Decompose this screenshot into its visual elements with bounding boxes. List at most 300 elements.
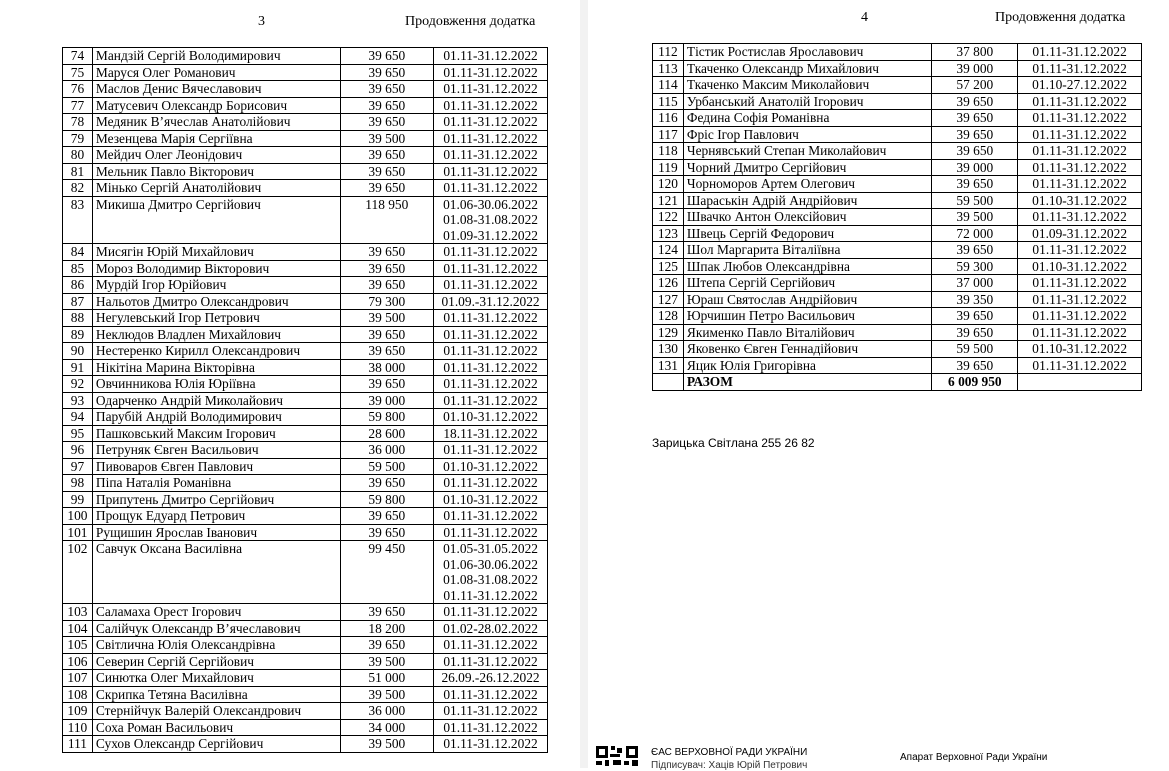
period: 01.11-31.12.2022 xyxy=(443,736,538,751)
row-name: Шпак Любов Олександрівна xyxy=(683,258,932,275)
row-sum: 39 650 xyxy=(932,110,1018,127)
row-periods xyxy=(434,64,548,81)
row-name: Маруся Олег Романович xyxy=(92,64,340,81)
row-periods xyxy=(434,604,548,621)
period: 01.11-31.12.2022 xyxy=(443,703,538,718)
table-row xyxy=(653,324,1142,341)
row-sum: 39 650 xyxy=(340,163,434,180)
row-number: 98 xyxy=(63,475,93,492)
row-sum: 39 650 xyxy=(340,524,434,541)
row-name: Нікітіна Марина Вікторівна xyxy=(92,359,340,376)
row-number: 122 xyxy=(653,209,684,226)
row-periods xyxy=(434,392,548,409)
row-sum: 39 650 xyxy=(340,64,434,81)
row-sum: 59 300 xyxy=(932,258,1018,275)
period: 01.11-31.12.2022 xyxy=(443,442,538,457)
row-sum: 39 650 xyxy=(340,260,434,277)
row-number: 82 xyxy=(63,180,93,197)
period: 01.11-31.12.2022 xyxy=(443,114,538,129)
total-label: РАЗОМ xyxy=(683,374,932,391)
row-sum: 39 650 xyxy=(340,114,434,131)
table-row xyxy=(63,425,548,442)
row-name: Чернявський Степан Миколайович xyxy=(683,143,932,160)
table-row xyxy=(653,275,1142,292)
row-number: 111 xyxy=(63,736,93,753)
table-row xyxy=(63,326,548,343)
table-row xyxy=(63,163,548,180)
page-number: 4 xyxy=(861,10,868,25)
period: 01.11-31.12.2022 xyxy=(443,163,538,179)
row-name: Федина Софія Романівна xyxy=(683,110,932,127)
page-number: 3 xyxy=(258,14,265,29)
row-periods xyxy=(434,114,548,131)
row-number: 121 xyxy=(653,192,684,209)
row-sum: 59 800 xyxy=(340,409,434,426)
row-name: Овчинникова Юлія Юріївна xyxy=(92,376,340,393)
row-number: 90 xyxy=(63,343,93,360)
table-row xyxy=(63,343,548,360)
row-periods xyxy=(434,147,548,164)
row-number: 75 xyxy=(63,64,93,81)
row-number: 107 xyxy=(63,670,93,687)
row-number: 86 xyxy=(63,277,93,294)
row-periods xyxy=(1018,126,1142,143)
row-name: Мисягін Юрій Михайлович xyxy=(92,244,340,261)
period: 01.11-31.12.2022 xyxy=(1032,291,1127,307)
row-sum: 39 650 xyxy=(340,277,434,294)
row-sum: 39 650 xyxy=(340,147,434,164)
row-periods xyxy=(434,442,548,459)
row-periods xyxy=(434,524,548,541)
row-periods xyxy=(434,343,548,360)
row-number: 130 xyxy=(653,341,684,358)
table-row xyxy=(63,376,548,393)
table-row xyxy=(653,242,1142,259)
row-sum: 39 500 xyxy=(340,686,434,703)
row-number: 76 xyxy=(63,81,93,98)
table-row xyxy=(653,176,1142,193)
row-number: 88 xyxy=(63,310,93,327)
row-number: 131 xyxy=(653,357,684,374)
row-name: Юраш Святослав Андрійович xyxy=(683,291,932,308)
row-name: Ткаченко Олександр Михайлович xyxy=(683,60,932,77)
row-periods xyxy=(434,458,548,475)
table-row xyxy=(63,736,548,753)
row-name: Салійчук Олександр В’ячеславович xyxy=(92,620,340,637)
total-row xyxy=(653,374,1142,391)
row-number: 99 xyxy=(63,491,93,508)
period: 01.08-31.08.2022 xyxy=(443,212,538,227)
table-row xyxy=(63,310,548,327)
row-periods xyxy=(1018,93,1142,110)
row-periods xyxy=(1018,143,1142,160)
row-sum: 39 650 xyxy=(340,508,434,525)
row-sum: 72 000 xyxy=(932,225,1018,242)
row-sum: 39 650 xyxy=(932,176,1018,193)
row-number: 110 xyxy=(63,719,93,736)
row-name: Рущишин Ярослав Іванович xyxy=(92,524,340,541)
row-number: 105 xyxy=(63,637,93,654)
row-number: 81 xyxy=(63,163,93,180)
period: 01.11-31.12.2022 xyxy=(443,180,538,195)
row-name: Скрипка Тетяна Василівна xyxy=(92,686,340,703)
row-sum: 39 000 xyxy=(932,159,1018,176)
period: 01.11-31.12.2022 xyxy=(443,64,538,80)
row-name: Мезенцева Марія Сергіївна xyxy=(92,130,340,147)
row-sum: 28 600 xyxy=(340,425,434,442)
row-sum: 79 300 xyxy=(340,293,434,310)
row-periods xyxy=(1018,209,1142,226)
row-sum: 39 650 xyxy=(340,637,434,654)
row-number: 78 xyxy=(63,114,93,131)
table-row xyxy=(63,130,548,147)
table-row xyxy=(653,159,1142,176)
row-periods xyxy=(434,508,548,525)
signature-signer: Підписувач: Хаців Юрій Петрович xyxy=(651,760,808,771)
row-periods xyxy=(434,425,548,442)
row-name: Фріс Ігор Павлович xyxy=(683,126,932,143)
row-sum: 38 000 xyxy=(340,359,434,376)
row-name: Синютка Олег Михайлович xyxy=(92,670,340,687)
row-name: Нестеренко Кирилл Олександрович xyxy=(92,343,340,360)
row-sum: 39 650 xyxy=(932,93,1018,110)
row-periods xyxy=(434,81,548,98)
row-name: Яцик Юлія Григорівна xyxy=(683,357,932,374)
row-periods xyxy=(434,260,548,277)
table-row xyxy=(63,114,548,131)
row-name: Ткаченко Максим Миколайович xyxy=(683,77,932,94)
period: 01.11-31.12.2022 xyxy=(1032,357,1127,373)
row-name: Северин Сергій Сергійович xyxy=(92,653,340,670)
period: 01.11-31.12.2022 xyxy=(443,48,538,63)
row-name: Швець Сергій Федорович xyxy=(683,225,932,242)
row-periods xyxy=(434,541,548,604)
row-number: 92 xyxy=(63,376,93,393)
row-periods xyxy=(434,97,548,114)
table-row xyxy=(653,93,1142,110)
row-sum: 39 350 xyxy=(932,291,1018,308)
row-sum: 37 000 xyxy=(932,275,1018,292)
row-sum: 39 650 xyxy=(340,376,434,393)
row-name: Мельник Павло Вікторович xyxy=(92,163,340,180)
table-row xyxy=(63,604,548,621)
row-name: Матусевич Олександр Борисович xyxy=(92,97,340,114)
row-name: Неклюдов Владлен Михайлович xyxy=(92,326,340,343)
row-periods xyxy=(434,277,548,294)
table-row xyxy=(63,491,548,508)
table-row xyxy=(63,147,548,164)
row-number: 120 xyxy=(653,176,684,193)
period: 01.11-31.12.2022 xyxy=(443,604,538,619)
row-name: Негулевський Ігор Петрович xyxy=(92,310,340,327)
row-number: 102 xyxy=(63,541,93,604)
table-row xyxy=(63,277,548,294)
row-number: 126 xyxy=(653,275,684,292)
table-row xyxy=(63,686,548,703)
row-sum: 36 000 xyxy=(340,442,434,459)
row-sum: 39 650 xyxy=(340,48,434,65)
row-number: 118 xyxy=(653,143,684,160)
row-name: Мінько Сергій Анатолійович xyxy=(92,180,340,197)
table-row xyxy=(63,458,548,475)
period: 01.11-31.12.2022 xyxy=(1032,242,1127,257)
row-sum: 39 500 xyxy=(340,130,434,147)
page-gap xyxy=(580,0,588,768)
row-periods xyxy=(1018,291,1142,308)
period: 01.10-31.12.2022 xyxy=(443,409,538,424)
row-number: 106 xyxy=(63,653,93,670)
period: 01.11-31.12.2022 xyxy=(443,524,538,540)
row-number: 108 xyxy=(63,686,93,703)
period: 01.11-31.12.2022 xyxy=(443,343,538,358)
row-sum: 39 650 xyxy=(340,244,434,261)
row-number: 85 xyxy=(63,260,93,277)
row-periods xyxy=(1018,225,1142,242)
period: 01.10-27.12.2022 xyxy=(1032,77,1128,92)
row-sum: 36 000 xyxy=(340,703,434,720)
row-sum: 39 650 xyxy=(932,308,1018,325)
row-sum: 39 650 xyxy=(932,143,1018,160)
row-periods xyxy=(434,196,548,244)
table-row xyxy=(63,409,548,426)
table-row xyxy=(653,209,1142,226)
period: 01.09-31.12.2022 xyxy=(443,227,538,243)
table-row xyxy=(653,110,1142,127)
row-periods xyxy=(434,163,548,180)
row-sum: 39 000 xyxy=(340,392,434,409)
table-row xyxy=(653,60,1142,77)
page-title: Продовження додатка xyxy=(405,14,536,29)
row-name: Юрчишин Петро Васильович xyxy=(683,308,932,325)
table-row xyxy=(63,196,548,244)
row-sum: 39 650 xyxy=(340,81,434,98)
total-sum: 6 009 950 xyxy=(932,374,1018,391)
row-periods xyxy=(434,359,548,376)
row-number: 125 xyxy=(653,258,684,275)
row-periods xyxy=(1018,176,1142,193)
row-number: 84 xyxy=(63,244,93,261)
period: 01.11-31.12.2022 xyxy=(1032,159,1127,175)
row-number: 123 xyxy=(653,225,684,242)
row-periods xyxy=(434,409,548,426)
period: 01.11-31.12.2022 xyxy=(443,244,538,259)
payments-table-page-3 xyxy=(62,47,548,753)
row-number: 79 xyxy=(63,130,93,147)
table-row xyxy=(653,308,1142,325)
row-number: 80 xyxy=(63,147,93,164)
row-sum: 39 650 xyxy=(340,180,434,197)
row-number: 129 xyxy=(653,324,684,341)
period: 01.02-28.02.2022 xyxy=(443,620,538,636)
row-periods xyxy=(434,376,548,393)
period: 01.11-31.12.2022 xyxy=(1032,110,1127,125)
row-sum: 39 650 xyxy=(932,126,1018,143)
period: 01.11-31.12.2022 xyxy=(443,392,538,408)
row-name: Микиша Дмитро Сергійович xyxy=(92,196,340,244)
row-periods xyxy=(434,244,548,261)
row-name: Урбанський Анатолій Ігорович xyxy=(683,93,932,110)
period: 01.11-31.12.2022 xyxy=(1032,93,1127,109)
row-name: Саламаха Орест Ігорович xyxy=(92,604,340,621)
period: 01.11-31.12.2022 xyxy=(1032,275,1127,290)
author-note: Зарицька Світлана 255 26 82 xyxy=(652,436,815,450)
row-sum: 39 500 xyxy=(340,310,434,327)
period: 01.11-31.12.2022 xyxy=(443,310,538,325)
row-sum: 39 650 xyxy=(340,343,434,360)
row-name: Піпа Наталія Романівна xyxy=(92,475,340,492)
row-number: 74 xyxy=(63,48,93,65)
row-number: 127 xyxy=(653,291,684,308)
row-sum: 39 650 xyxy=(932,242,1018,259)
table-row xyxy=(63,475,548,492)
row-periods xyxy=(434,130,548,147)
row-sum: 37 800 xyxy=(932,44,1018,61)
table-row xyxy=(653,225,1142,242)
period: 01.11-31.12.2022 xyxy=(443,376,538,391)
row-number: 96 xyxy=(63,442,93,459)
row-number: 97 xyxy=(63,458,93,475)
row-periods xyxy=(1018,308,1142,325)
row-periods xyxy=(1018,110,1142,127)
row-sum: 59 500 xyxy=(932,192,1018,209)
period: 18.11-31.12.2022 xyxy=(443,425,538,441)
period: 01.10-31.12.2022 xyxy=(1032,341,1128,356)
row-periods xyxy=(1018,60,1142,77)
row-number: 113 xyxy=(653,60,684,77)
row-sum: 39 650 xyxy=(932,357,1018,374)
table-row xyxy=(63,670,548,687)
row-sum: 51 000 xyxy=(340,670,434,687)
row-number: 114 xyxy=(653,77,684,94)
period: 01.11-31.12.2022 xyxy=(443,359,538,375)
row-number: 95 xyxy=(63,425,93,442)
row-name: Шараськін Адрій Андрійович xyxy=(683,192,932,209)
table-row xyxy=(653,44,1142,61)
table-row xyxy=(63,260,548,277)
table-row xyxy=(63,703,548,720)
period: 01.11-31.12.2022 xyxy=(1032,44,1127,59)
row-periods xyxy=(434,653,548,670)
row-name: Швачко Антон Олексійович xyxy=(683,209,932,226)
table-row xyxy=(63,97,548,114)
row-name: Медяник В’ячеслав Анатолійович xyxy=(92,114,340,131)
row-name: Чорноморов Артем Олегович xyxy=(683,176,932,193)
row-number: 115 xyxy=(653,93,684,110)
row-name: Мейдич Олег Леонідович xyxy=(92,147,340,164)
row-number: 100 xyxy=(63,508,93,525)
period: 01.10-31.12.2022 xyxy=(443,458,538,474)
row-number: 104 xyxy=(63,620,93,637)
row-number: 77 xyxy=(63,97,93,114)
row-sum: 39 000 xyxy=(932,60,1018,77)
period: 01.11-31.12.2022 xyxy=(1032,143,1127,158)
period: 01.11-31.12.2022 xyxy=(443,686,538,702)
row-number: 117 xyxy=(653,126,684,143)
row-periods xyxy=(1018,159,1142,176)
row-name: Мандзій Сергій Володимирович xyxy=(92,48,340,65)
page-title: Продовження додатка xyxy=(995,10,1126,25)
table-row xyxy=(63,180,548,197)
table-row xyxy=(653,77,1142,94)
row-number: 87 xyxy=(63,293,93,310)
row-sum: 39 650 xyxy=(340,604,434,621)
row-name: Маслов Денис Вячеславович xyxy=(92,81,340,98)
period: 01.11-31.12.2022 xyxy=(443,97,538,113)
table-row xyxy=(63,637,548,654)
row-name: Яковенко Євген Геннадійович xyxy=(683,341,932,358)
signature-org: ЄАС ВЕРХОВНОЇ РАДИ УКРАЇНИ xyxy=(651,747,808,758)
table-row xyxy=(653,341,1142,358)
row-number: 101 xyxy=(63,524,93,541)
table-row xyxy=(653,357,1142,374)
period: 01.11-31.12.2022 xyxy=(1032,308,1127,323)
row-number: 124 xyxy=(653,242,684,259)
row-name: Тістик Ростислав Ярославович xyxy=(683,44,932,61)
row-periods xyxy=(434,686,548,703)
table-row xyxy=(63,524,548,541)
row-name: Сухов Олександр Сергійович xyxy=(92,736,340,753)
row-periods xyxy=(434,326,548,343)
row-name: Пашковський Максим Ігорович xyxy=(92,425,340,442)
period: 01.11-31.12.2022 xyxy=(443,147,538,162)
row-name: Соха Роман Васильович xyxy=(92,719,340,736)
row-sum: 39 650 xyxy=(340,326,434,343)
row-periods xyxy=(1018,258,1142,275)
row-periods xyxy=(434,293,548,310)
period: 01.11-31.12.2022 xyxy=(443,81,538,96)
row-periods xyxy=(1018,324,1142,341)
row-sum: 39 500 xyxy=(340,736,434,753)
row-name: Стернійчук Валерій Олександрович xyxy=(92,703,340,720)
row-number: 93 xyxy=(63,392,93,409)
table-row xyxy=(63,719,548,736)
row-number: 109 xyxy=(63,703,93,720)
row-sum: 118 950 xyxy=(340,196,434,244)
row-number: 89 xyxy=(63,326,93,343)
period: 01.10-31.12.2022 xyxy=(443,491,538,507)
row-number: 112 xyxy=(653,44,684,61)
period: 01.05-31.05.2022 xyxy=(443,541,538,556)
table-row xyxy=(63,244,548,261)
period: 01.11-31.12.2022 xyxy=(1032,324,1127,340)
period: 01.11-31.12.2022 xyxy=(443,277,538,292)
row-sum: 39 650 xyxy=(932,324,1018,341)
row-sum: 59 500 xyxy=(932,341,1018,358)
table-row xyxy=(653,143,1142,160)
row-periods xyxy=(434,719,548,736)
row-periods xyxy=(434,637,548,654)
row-periods xyxy=(1018,192,1142,209)
row-periods xyxy=(434,180,548,197)
row-name: Парубій Андрій Володимирович xyxy=(92,409,340,426)
row-periods xyxy=(1018,44,1142,61)
period: 01.11-31.12.2022 xyxy=(443,653,538,669)
row-name: Савчук Оксана Василівна xyxy=(92,541,340,604)
table-row xyxy=(63,64,548,81)
table-row xyxy=(63,508,548,525)
row-number: 103 xyxy=(63,604,93,621)
table-row xyxy=(63,392,548,409)
period: 01.10-31.12.2022 xyxy=(1032,258,1128,274)
table-row xyxy=(63,541,548,604)
row-name: Світлична Юлія Олександрівна xyxy=(92,637,340,654)
period: 01.11-31.12.2022 xyxy=(443,637,538,652)
row-number: 119 xyxy=(653,159,684,176)
row-periods xyxy=(434,670,548,687)
period: 26.09.-26.12.2022 xyxy=(441,670,540,685)
row-sum: 59 500 xyxy=(340,458,434,475)
row-name: Штепа Сергій Сергійович xyxy=(683,275,932,292)
